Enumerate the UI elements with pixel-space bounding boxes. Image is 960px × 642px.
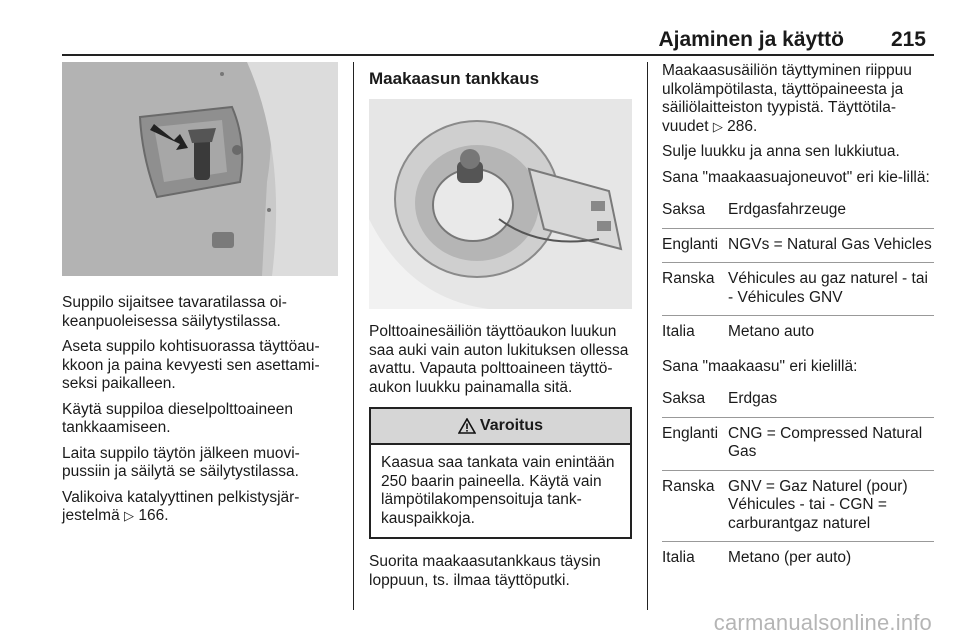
term-cell: GNV = Gaz Naturel (pour) Véhicules - tai - CGN = carburantgaz naturel: [728, 470, 934, 542]
term-cell: NGVs = Natural Gas Vehicles: [728, 228, 934, 263]
table-row: [662, 470, 934, 542]
gas-terms-table: [662, 383, 934, 576]
table-row: [662, 383, 934, 417]
col1-paragraph-3: Käytä suppiloa dieselpolttoaineen tankkaamiseen.: [62, 400, 293, 436]
term-cell: CNG = Compressed Natural Gas: [728, 417, 934, 470]
col2-paragraph: Polttoainesäiliön täyttöaukon luukun saa auki vain auton lukituksen ollessa avattu. Vapauta polttoaineen täyttö-aukon luukku painamalla sitä.: [369, 323, 629, 396]
funnel-storage-illustration: [62, 62, 338, 276]
lang-cell: Englanti: [662, 417, 728, 470]
col3-paragraph-2: Sulje luukku ja anna sen lukkiutua.: [662, 143, 900, 160]
col1-paragraph-5: [62, 489, 338, 526]
warning-icon: [458, 418, 476, 434]
col3-paragraph-3: Sana "maakaasuajoneuvot" eri kie-lillä:: [662, 168, 930, 186]
page-header: [62, 24, 934, 56]
col1-paragraph-5-ref[interactable]: 166.: [138, 507, 169, 524]
term-cell: Metano auto: [728, 323, 815, 340]
funnel-storage-photo: [62, 62, 338, 276]
lang-cell: Ranska: [662, 470, 728, 542]
col1-paragraph-1: Suppilo sijaitsee tavaratilassa oi-keanpuoleisessa säilytystilassa.: [62, 294, 287, 330]
table-row: [662, 228, 934, 263]
column-1: [62, 62, 338, 533]
lang-cell: Englanti: [662, 228, 728, 263]
col1-paragraph-4: Laita suppilo täytön jälkeen muovi-pussiin ja säilytä se säilytystilassa.: [62, 444, 300, 480]
col1-paragraph-5-text: Valikoiva katalyyttinen pelkistysjär-jestelmä: [62, 488, 300, 524]
warning-box: [369, 407, 632, 539]
col3-paragraph-4: Sana "maakaasu" eri kielillä:: [662, 357, 858, 375]
col3-intro-text: Maakaasusäiliön täyttyminen riippuu ulkolämpötilasta, täyttöpaineesta ja säiliölaitteiston tyypistä. Täyttötila-vuudet: [662, 62, 912, 135]
column-divider-2: [647, 62, 648, 610]
warning-title: Varoitus: [479, 417, 544, 434]
lang-cell: Saksa: [662, 194, 728, 228]
fuel-cap-photo: [369, 99, 632, 309]
vehicle-terms-table: [662, 194, 934, 350]
page-reference-icon: ▷: [712, 118, 723, 134]
term-cell: Metano (per auto): [728, 549, 852, 566]
col2-closing: Suorita maakaasutankkaus täysin loppuun, ts. ilmaa täyttöputki.: [369, 553, 601, 589]
lang-cell: Saksa: [662, 383, 728, 417]
header-rule: [62, 54, 934, 56]
term-cell: Erdgas: [728, 383, 934, 417]
warning-header: [371, 409, 630, 445]
table-row: [662, 417, 934, 470]
column-2: [369, 62, 632, 597]
table-row: [662, 542, 934, 576]
table-row: [662, 263, 934, 316]
column-divider-1: [353, 62, 354, 610]
table-row: [662, 316, 934, 350]
col3-intro-ref[interactable]: 286.: [727, 117, 758, 135]
header-title: Ajaminen ja käyttö: [658, 28, 844, 51]
lang-cell: Italia: [662, 323, 695, 340]
lang-cell: Italia: [662, 549, 695, 566]
col3-intro: [662, 62, 934, 136]
page-number: 215: [890, 28, 926, 51]
lang-cell: Ranska: [662, 263, 728, 316]
section-title: Maakaasun tankkaus: [369, 69, 540, 88]
term-cell: Véhicules au gaz naturel - tai - Véhicules GNV: [728, 263, 934, 316]
table-row: [662, 194, 934, 228]
col1-paragraph-2: Aseta suppilo kohtisuorassa täyttöau-kkoon ja paina kevyesti sen asettami-seksi paikalleen.: [62, 338, 320, 392]
term-cell: Erdgasfahrzeuge: [728, 194, 934, 228]
warning-text: Kaasua saa tankata vain enintään 250 baarin paineella. Käytä vain lämpötilakompensoituja tank-kauspaikkoja.: [381, 454, 615, 527]
page-reference-icon: ▷: [124, 508, 135, 523]
fuel-cap-illustration: [369, 99, 632, 309]
column-3: [662, 62, 934, 584]
watermark: carmanualsonline.info: [713, 610, 932, 635]
